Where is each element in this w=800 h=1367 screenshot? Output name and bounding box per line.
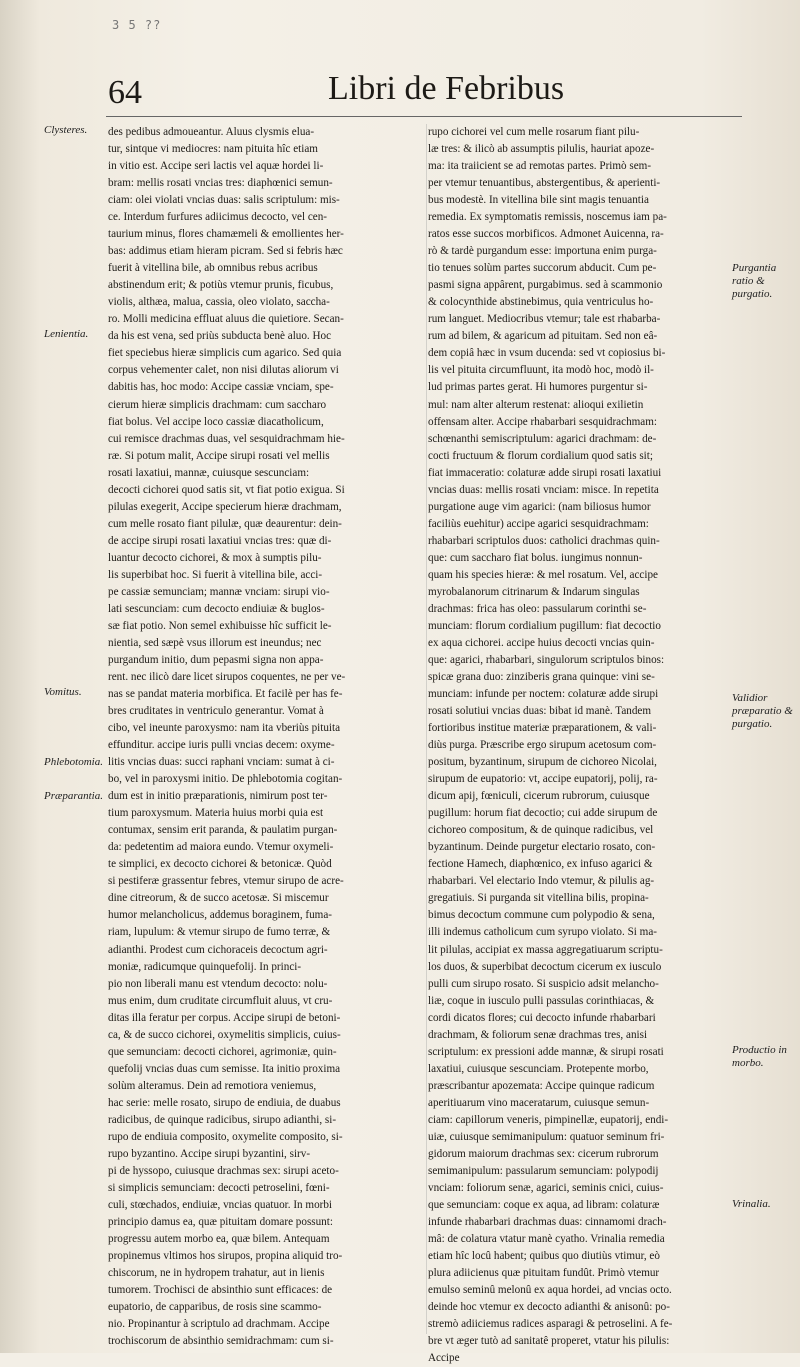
text-line: fiet speciebus hieræ simplicis cum agarico. Sed quia [108,347,342,360]
margin-note-purgantia: Purgantia ratio & purgatio. [732,262,777,300]
page-header [0,62,800,122]
text-line: que: cum saccharo fiat bolus. iungimus nonnun- [428,551,643,564]
text-line: lati sescunciam: cum decocto endiuiæ & buglos- [108,602,325,615]
text-line: contumax, sensim erit paranda, & paulatim purgan- [108,824,338,837]
text-line: moniæ, radicumque quinquefolij. In princi- [108,960,302,973]
text-line: principio damus ea, quæ pituitam domare possunt: [108,1216,333,1228]
text-line: pasmi signa appârent, purgabimus. sed à scammonio [428,279,663,292]
margin-note-vomitus: Vomitus. [44,686,82,698]
text-line: litis vncias duas: succi raphani vnciam: sumat à ci- [108,756,335,769]
text-line: bimus decoctum commune cum polypodio & sena, [428,909,655,922]
text-line: si pestiferæ grassentur febres, vtemur sirupo de acre- [108,875,344,888]
text-line: lud primas partes gerat. Hi humores purgentur si- [428,381,648,394]
text-line: da his est vena, sed priùs subducta benè aluo. Hoc [108,330,332,343]
text-line: positum, byzantinum, sirupum de cichoreo Nicolai, [428,756,657,769]
text-line: munciam: infunde per noctem: colaturæ adde sirupi [428,688,659,701]
text-line: faciliùs euehitur) accipe agarici sesquidrachmam: [428,517,649,530]
text-line: pulli cum sirupo rosato. Si suspicio adsit melancho- [428,977,659,990]
text-line: humor melancholicus, addemus boraginem, fuma- [108,909,332,922]
text-line: sæ fiat potio. Non semel exhibuisse hîc sufficit le- [108,619,332,632]
text-line: abstinendum erit; & potiùs vtemur prunis, ficubus, [108,279,334,292]
page-number: 64 [108,74,142,111]
text-line: gidorum maiorum drachmas sex: cicerum rubrorum [428,1147,659,1160]
margin-note-praeparantia: Præparantia. [44,790,103,802]
text-line: nio. Propinantur à scriptulo ad drachmam. Accipe [108,1318,330,1331]
text-line: cierum hieræ simplicis drachmam: cum saccharo [108,398,327,411]
text-line: rum languet. Mediocribus vtemur; tale est rhabarba- [428,313,661,326]
text-line: spicæ grana duo: zinziberis grana quinque: vini se- [428,671,655,683]
text-line: los duos, & superbibat decoctum cicerum ex iusculo [428,960,662,973]
text-line: rosati solutiui vncias duas: bibat id manè. Tandem [428,705,652,718]
text-line: ciam: olei violati vncias duas: salis scriptulum: mis- [108,194,340,207]
text-line: pugillum: horum fiat decoctio; cui adde sirupum de [428,807,658,820]
text-line: bo, vel in paroxysmi initio. De phlebotomia cogitan- [108,773,343,786]
text-line: taurium minus, flores chamæmeli & emollientes her- [108,228,344,241]
text-line: bre vt æger tutò ad sanitatê properet, vtatur his pilulis: [428,1335,670,1348]
text-line: laxatiui, cuiusque sescunciam. Protepente morbo, [428,1062,649,1075]
text-line: munciam: florum cordialium pugillum: fiat decoctio [428,619,661,632]
text-line: que: agarici, rhabarbari, singulorum scriptulos binos: [428,653,665,666]
text-line: purgandum initio, dum pepasmi signa non appa- [108,653,324,666]
header-rule [106,116,742,117]
text-line: solùm alteramus. Dein ad remotiora veniemus, [108,1079,317,1092]
text-line: cichoreo compositum, & de quinque radicibus, vel [428,824,654,837]
text-line: rosati laxatiui, mannæ, cuiusque sescunciam: [108,466,310,479]
text-line: myrobalanorum citrinarum & Indarum singulas [428,585,640,598]
text-line: cibo, vel ineunte paroxysmo: nam ita vberiùs pituita [108,722,341,735]
text-line: ratos esse succos morbificos. Admonet Auicenna, ra- [428,228,664,241]
text-line: quam his species hieræ: & mel rosatum. Vel, accipe [428,568,658,581]
text-line: & colocynthide abstinebimus, quia ventriculus ho- [428,296,654,309]
margin-note-lenientia: Lenientia. [44,328,89,340]
text-line: pe cassiæ semunciam; mannæ vnciam: sirupi vio- [108,585,330,598]
text-line: fectione Hamech, diaphœnico, ex infuso agarici & [428,858,653,871]
text-line: bram: mellis rosati vncias tres: diaphœnici semun- [108,177,333,190]
text-line: ciam: capillorum veneris, pimpinellæ, eupatorij, endi- [428,1113,669,1126]
text-line: que semunciam: decocti cichorei, agrimoniæ, quin- [108,1045,337,1058]
text-line: cum melle rosato fiant pilulæ, quæ deaurentur: dein- [108,517,342,530]
text-line: progressu autem morbo ea, quæ bilem. Antequam [108,1233,330,1246]
text-line: si simplicis semunciam: decocti petroselini, fœni- [108,1181,330,1194]
text-line: deinde hoc vtemur ex decocto adianthi & anisonû: po- [428,1301,670,1314]
text-line: decocti cichorei quod satis sit, vt fiat potio exigua. Si [108,483,345,496]
text-line: rhabarbari scriptulos duos: catholici drachmas quin- [428,534,660,547]
text-line: purgatione auge vim agarici: (nam biliosus humor [428,500,651,513]
text-line: lis vel pituita circumfluunt, ita modò hoc, modò il- [428,364,654,377]
text-line: infunde rhabarbari drachmas duas: cinnamomi drach- [428,1216,667,1228]
text-line: per vtemur tenuantibus, abstergentibus, & aperienti- [428,177,661,190]
right-text-column [428,124,730,1365]
text-line: quefolij vncias duas cum semisse. Ita initio proxima [108,1062,341,1075]
text-line: cui remisce drachmas duas, vel sesquidrachmam hie- [108,432,345,445]
text-line: drachmas: frica has oleo: passularum corinthi se- [428,602,647,615]
text-line: bus modestè. In vitellina bile sint magis tenuantia [428,194,649,207]
text-line: byzantinum. Deinde purgetur electario rosato, con- [428,841,656,854]
text-line: rupo cichorei vel cum melle rosarum fiant pilu- [428,126,640,138]
text-line: eupatorio, de capparibus, de rosis sine scammo- [108,1301,322,1314]
text-line: etiam hîc locû habent; quibus quo diutiùs vtimur, eò [428,1250,660,1263]
text-line: mâ: de colatura vtatur manè cyatho. Vrinalia remedia [428,1233,665,1246]
margin-note-clysteres: Clysteres. [44,124,88,136]
text-line: diùs purga. Præscribe ergo sirupum acetosum com- [428,739,657,752]
text-line: rhabarbari. Vel electario Indo vtemur, & pilulis ag- [428,875,655,888]
text-line: que semunciam: coque ex aqua, ad libram: colaturæ [428,1198,660,1211]
text-line: ce. Interdum furfures adiicimus decocto, vel cen- [108,211,328,224]
text-line: fiat bolus. Vel accipe loco cassiæ diacatholicum, [108,415,324,428]
text-line: offensam alter. Accipe rhabarbari sesquidrachmam: [428,415,658,428]
text-line: vnciam: foliorum senæ, agarici, seminis cnici, cuius- [428,1181,664,1194]
text-line: pio non liberali manu est vtendum decocto: nolu- [108,977,328,990]
margin-note-phlebotomia: Phlebotomia. [44,756,103,768]
text-line: uiæ, cuiusque semimanipulum: quatuor seminum fri- [428,1130,665,1143]
text-line: scriptulum: ex pressioni adde mannæ, & sirupi rosati [428,1045,664,1058]
text-line: dabitis has, hoc modo: Accipe cassiæ vnciam, spe- [108,381,334,394]
text-line: dicum apij, fœniculi, cicerum rubrorum, cuiusque [428,790,650,803]
text-line: tur, sintque vi mediocres: nam pituita hîc etiam [108,143,318,156]
text-line: præscribantur apozemata: Accipe quinque radicum [428,1079,655,1092]
text-line: adianthi. Prodest cum cichoraceis decoctum agri- [108,943,328,956]
text-line: propinemus vltimos hos sirupos, propina aliquid tro- [108,1250,343,1263]
text-line: vncias duas: mellis rosati vnciam: misce. In repetita [428,483,659,496]
text-line: fortioribus institue materiæ præparationem, & vali- [428,722,657,735]
text-line: stremò adiiciemus radices asparagi & petroselini. A fe- [428,1318,673,1331]
text-line: des pedibus admoueantur. Aluus clysmis elua- [108,126,315,138]
text-line: bas: addimus etiam hieram picram. Sed si febris hæc [108,245,343,258]
column-divider [426,124,427,1334]
text-line: dem copiâ hæc in vsum ducenda: sed vt copiosius bi- [428,347,666,360]
text-line: mus enim, dum cruditate circumfluit aluus, vt cru- [108,994,333,1007]
text-line: plura adiicienus quæ pituitam fundût. Primò vtemur [428,1267,660,1280]
text-line: fiat immaceratio: colaturæ adde sirupi rosati laxatiui [428,466,662,479]
text-line: fuerit à vitellina bile, ab omnibus rebus acribus [108,262,318,275]
text-line: trochiscorum de absinthio semidrachmam: cum si- [108,1335,334,1348]
text-line: radicibus, de quinque radicibus, sirupo adianthi, si- [108,1113,337,1126]
text-line: cordi dicatos flores; cui decocto infunde rhabarbari [428,1011,656,1024]
text-line: de accipe sirupi rosati laxatiui vncias tres: quæ di- [108,534,332,547]
text-line: emulso seminû melonû ex aqua hordei, ad vncias octo. [428,1284,672,1297]
text-line: ro. Molli medicina effluat aluus die quietiore. Secan- [108,313,344,326]
text-line: liæ, coque in iusculo pulli passulas corinthiacas, & [428,994,655,1007]
text-line: riam, lupulum: & vtemur sirupo de fumo terræ, & [108,926,331,939]
margin-note-productio: Productio in morbo. [732,1044,787,1069]
margin-note-vrinalia: Vrinalia. [732,1198,771,1210]
text-line: in vitio est. Accipe seri lactis vel aquæ hordei li- [108,160,324,173]
text-line: pi de hyssopo, cuiusque drachmas sex: sirupi aceto- [108,1164,339,1177]
text-line: chiscorum, ne in hydropem trahatur, aut in lienis [108,1267,325,1280]
left-text-column [108,124,426,1348]
text-line: aperitiuarum vino maceratarum, cuiusque semun- [428,1096,650,1109]
text-line: da: pedetentim ad maiora eundo. Vtemur oxymeli- [108,841,334,854]
text-line: dum est in initio præparationis, nimirum post ter- [108,790,328,803]
text-line: ditas illa feratur per corpus. Accipe sirupi de betoni- [108,1011,341,1024]
text-line: luantur decocto cichorei, & mox à sumptis pilu- [108,551,322,564]
text-line: drachmam, & foliorum senæ drachmas tres, anisi [428,1028,648,1041]
text-line: te simplici, ex decocto cichorei & betonicæ. Quòd [108,858,332,871]
text-line: cocti fructuum & florum cordialium quod satis sit; [428,449,653,462]
running-title: Libri de Febribus [328,70,565,107]
text-line: illi indemus catholicum cum syrupo violato. Si ma- [428,926,657,939]
text-line: gregatiuis. Si purganda sit vitellina bilis, propina- [428,892,649,905]
text-line: semimanipulum: passularum semunciam: polypodij [428,1164,659,1177]
text-line: lit pilulas, accipiat ex massa aggregatiuarum scriptu- [428,943,663,956]
text-line: effunditur. accipe iuris pulli vncias decem: oxyme- [108,739,335,752]
text-line: pilulas exegerit, Accipe specierum hieræ drachmam, [108,500,342,513]
text-line: læ tres: & ilicò ab assumptis pilulis, hauriat apoze- [428,143,655,156]
text-line: mul: nam alter alterum restenat: alioqui exilietin [428,398,644,411]
text-line: rupo de endiuia composito, oxymelite composito, si- [108,1130,343,1143]
text-line: bres cruditates in ventriculo generantur. Vomat à [108,705,324,718]
text-line: lis superbibat hoc. Si fuerit à vitellina bile, acci- [108,568,323,581]
text-line: rum ad bilem, & agaricum ad pituitam. Sed non eâ- [428,330,658,343]
text-line: ex aqua cichorei. accipe huius decocti vncias quin- [428,636,655,649]
text-line: rupo byzantino. Accipe sirupi byzantini, sirv- [108,1147,311,1160]
text-line: dine citreorum, & de succo acetosæ. Si miscemur [108,892,329,905]
text-line: sirupum de eupatorio: vt, accipe eupatorij, polij, ra- [428,773,658,786]
text-line: Accipe [428,1352,460,1365]
text-line: violis, althæa, malua, cassia, oleo violato, saccha- [108,296,330,309]
text-line: corpus vehementer calet, non nisi dilutas aliorum vi [108,364,339,377]
text-line: ræ. Si potum malit, Accipe sirupi rosati vel mellis [108,449,330,462]
text-line: tium paroxysmum. Materia huius morbi quia est [108,807,324,820]
text-line: rò & tardè purgandum esse: importuna enim purga- [428,245,657,258]
text-line: rent. nec ilicò dare licet sirupos coquentes, ne per ve- [108,671,346,683]
text-line: nas se pandat materia morbifica. Et facilè per has fe- [108,688,343,701]
margin-note-validior: Validior præparatio & purgatio. [732,692,793,730]
text-line: culi, stœchados, endiuiæ, vncias quatuor. In morbi [108,1198,333,1211]
text-line: hac serie: melle rosato, sirupo de endiuia, de duabus [108,1096,341,1109]
text-line: remedia. Ex symptomatis remissis, noscemus iam pa- [428,211,667,224]
text-line: tumorem. Trochisci de absinthio sunt efficaces: de [108,1284,333,1297]
text-line: schœnanthi semiscriptulum: agarici drachmam: de- [428,432,657,445]
library-mark: 3 5 ?? [112,18,162,32]
text-line: tio tenues solùm partes succorum abducit. Cum pe- [428,262,657,275]
text-line: ca, & de succo cichorei, oxymelitis simplicis, cuius- [108,1028,341,1041]
text-line: nientia, sed sæpè vsus illorum est ineundus; nec [108,636,322,649]
text-line: ma: ita traiicient se ad remotas partes. Primò sem- [428,160,652,173]
